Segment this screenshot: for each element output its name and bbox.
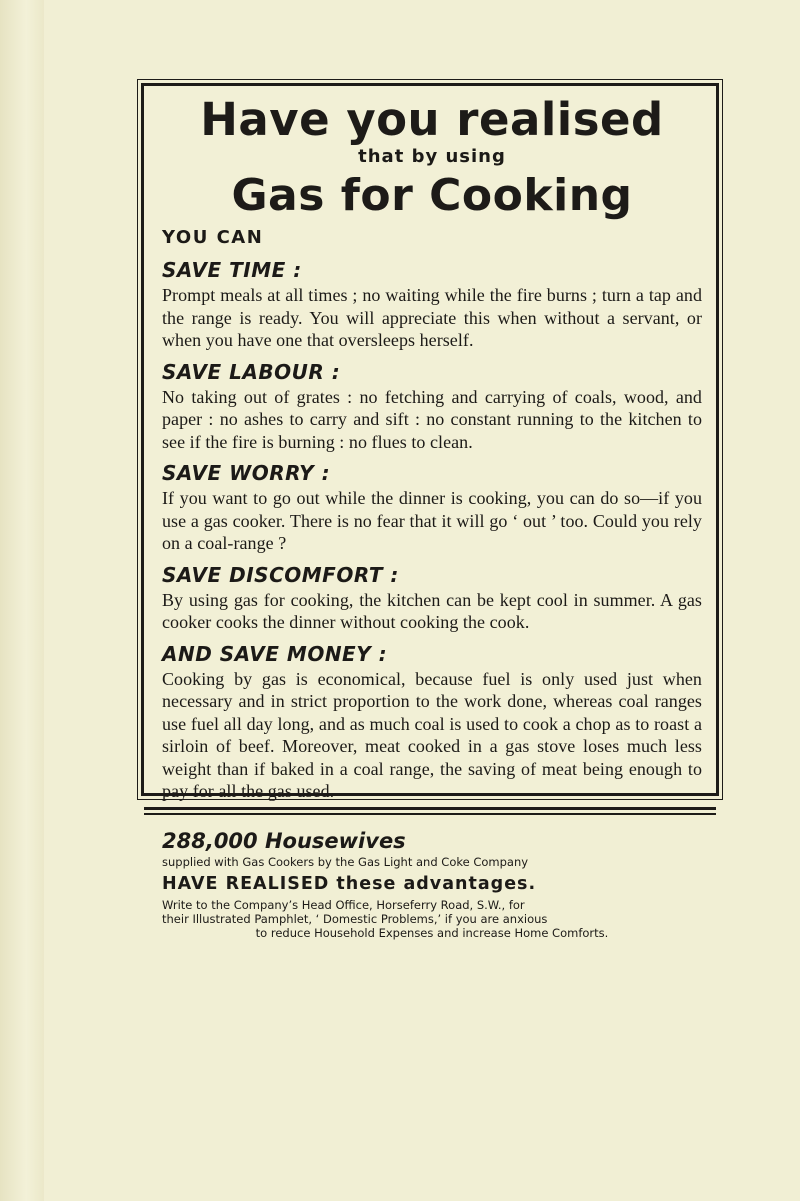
section-save-labour <box>162 360 702 454</box>
have-realised-line: HAVE REALISED these advantages. <box>162 873 537 894</box>
supplied-line: supplied with Gas Cookers by the Gas Light and Coke Company <box>162 854 529 869</box>
divider-rule <box>144 813 716 815</box>
section-save-discomfort <box>162 563 702 634</box>
page-binding-edge <box>0 0 44 1201</box>
section-heading: SAVE TIME : <box>162 258 302 282</box>
write-line-2: their Illustrated Pamphlet, ‘ Domestic Problems,’ if you are anxious <box>162 911 548 926</box>
section-heading: SAVE DISCOMFORT : <box>162 562 399 587</box>
section-heading: SAVE WORRY : <box>162 461 331 485</box>
housewives-count: 288,000 Housewives <box>162 828 406 853</box>
divider-rule <box>144 807 716 810</box>
write-line-1: Write to the Company’s Head Office, Horseferry Road, S.W., for <box>162 897 525 912</box>
section-body: Cooking by gas is economical, because fuel is only used just when necessary and in strict proportion to the work done, whereas coal ranges use fuel all day long, and as much coal is used to cook a chop as to roast a sirloin of beef. Moreover, meat cooked in a gas stove loses much less weight than if baked in a coal range, the saving of meat being enough to pay for all the gas used. <box>162 668 702 801</box>
headline-gas-for-cooking: Gas for Cooking <box>231 170 633 221</box>
headline: Have you realised <box>200 93 664 146</box>
section-heading: SAVE LABOUR : <box>162 359 341 384</box>
subheadline: that by using <box>358 146 506 167</box>
section-save-worry <box>162 461 702 555</box>
section-body: No taking out of grates : no fetching and carrying of coals, wood, and paper : no ashes to carry and sift : no constant running to the kitchen to see if the fire is burning : no flues to clean. <box>162 386 702 452</box>
section-body: By using gas for cooking, the kitchen can be kept cool in summer. A gas cooker cooks the dinner without cooking the cook. <box>162 589 702 632</box>
you-can-label: YOU CAN <box>162 227 264 248</box>
section-save-time <box>162 258 702 352</box>
section-save-money <box>162 642 702 803</box>
advertisement-frame <box>141 83 719 940</box>
write-line-3: to reduce Household Expenses and increase Home Comforts. <box>255 925 609 940</box>
section-body: If you want to go out while the dinner is cooking, you can do so—if you use a gas cooker. There is no fear that it will go ‘ out ’ too. Could you rely on a coal-range ? <box>162 488 702 553</box>
section-heading: AND SAVE MONEY : <box>162 641 388 666</box>
section-body: Prompt meals at all times ; no waiting while the fire burns ; turn a tap and the range is ready. You will appreciate this when without a servant, or when you have one that oversleeps herself. <box>162 285 702 350</box>
